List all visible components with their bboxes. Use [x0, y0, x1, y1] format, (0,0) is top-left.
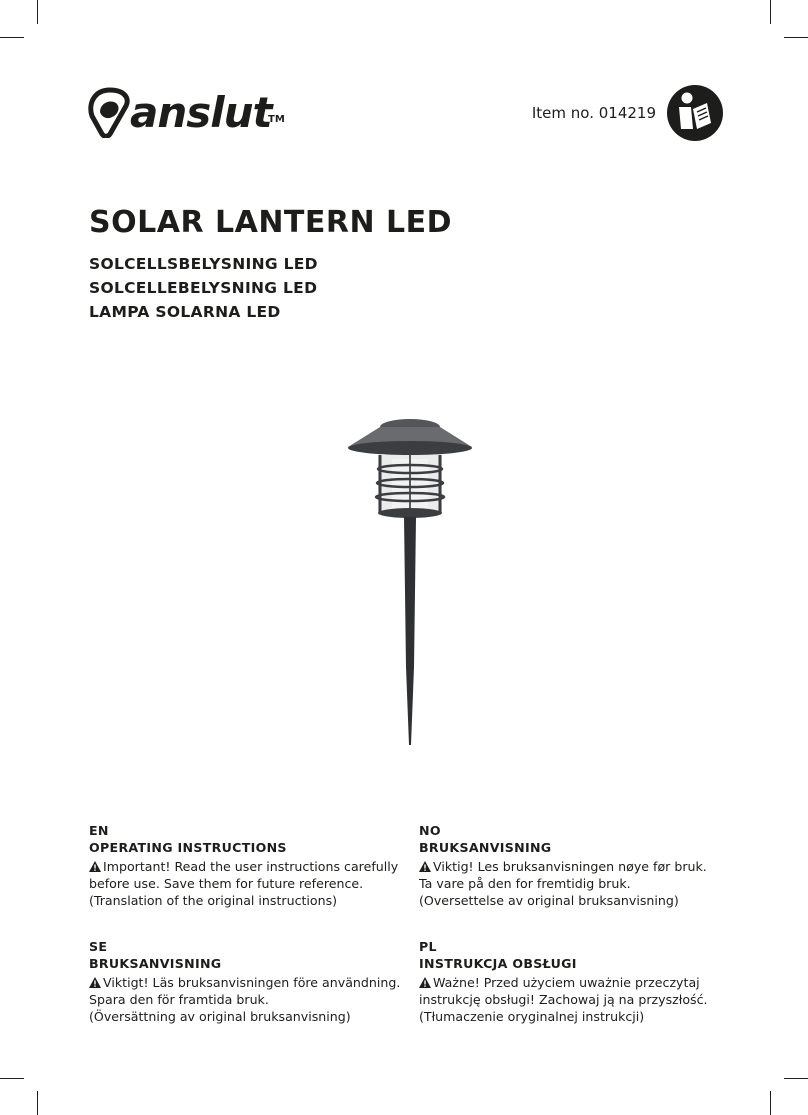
lang-block-pl: [419, 938, 724, 1025]
page-title: SOLAR LANTERN LED: [89, 205, 453, 240]
lang-code: PL: [419, 939, 437, 954]
lang-block-no: [419, 822, 724, 909]
crop-mark: [770, 0, 771, 24]
subtitle-se: SOLCELLSBELYSNING LED: [89, 255, 318, 273]
instruction-text: Viktigt! Läs bruksanvisningen före användning.: [103, 975, 401, 990]
lang-heading: BRUKSANVISNING: [89, 956, 222, 971]
warning-icon: [419, 861, 431, 872]
instruction-text: (Translation of the original instructions): [89, 893, 338, 908]
lang-block-se: [89, 938, 401, 1025]
instruction-text: Ta vare på den for fremtidig bruk.: [419, 876, 631, 891]
brand-logo: [86, 86, 296, 142]
lang-heading: INSTRUKCJA OBSŁUGI: [419, 956, 577, 971]
lang-heading: BRUKSANVISNING: [419, 840, 552, 855]
crop-mark: [0, 37, 24, 38]
instruction-text: (Oversettelse av original bruksanvisning): [419, 893, 679, 908]
lang-code: SE: [89, 939, 108, 954]
lang-block-en: [89, 822, 399, 909]
warning-line: [419, 858, 724, 875]
instruction-text: Spara den för framtida bruk.: [89, 992, 269, 1007]
instruction-text: instrukcję obsługi! Zachowaj ją na przyszłość.: [419, 992, 708, 1007]
crop-mark: [784, 1078, 808, 1079]
crop-mark: [770, 1091, 771, 1115]
instruction-text: Important! Read the user instructions carefully: [103, 859, 399, 874]
instruction-text: (Översättning av original bruksanvisning): [89, 1009, 351, 1024]
warning-icon: [89, 977, 101, 988]
crop-mark: [0, 1078, 24, 1079]
warning-icon: [89, 861, 101, 872]
warning-line: [419, 974, 724, 991]
item-number: Item no. 014219: [531, 104, 656, 122]
warning-line: [89, 858, 399, 875]
solar-lantern-product-image: [340, 415, 480, 750]
instruction-text: Ważne! Przed użyciem uważnie przeczytaj: [433, 975, 700, 990]
crop-mark: [784, 37, 808, 38]
trademark-symbol: TM: [268, 114, 285, 125]
instruction-text: (Tłumaczenie oryginalnej instrukcji): [419, 1009, 645, 1024]
lang-code: NO: [419, 823, 441, 838]
instruction-text: before use. Save them for future reference.: [89, 876, 364, 891]
lang-code: EN: [89, 823, 109, 838]
subtitle-no: SOLCELLEBELYSNING LED: [89, 279, 318, 297]
crop-mark: [37, 0, 38, 24]
warning-line: [89, 974, 401, 991]
lang-heading: OPERATING INSTRUCTIONS: [89, 840, 287, 855]
crop-mark: [37, 1091, 38, 1115]
logo-mark-icon: [86, 86, 134, 138]
subtitle-pl: LAMPA SOLARNA LED: [89, 303, 281, 321]
warning-icon: [419, 977, 431, 988]
read-manual-icon: [667, 85, 723, 141]
brand-name: anslut: [130, 88, 272, 137]
instruction-text: Viktig! Les bruksanvisningen nøye før bruk.: [433, 859, 707, 874]
